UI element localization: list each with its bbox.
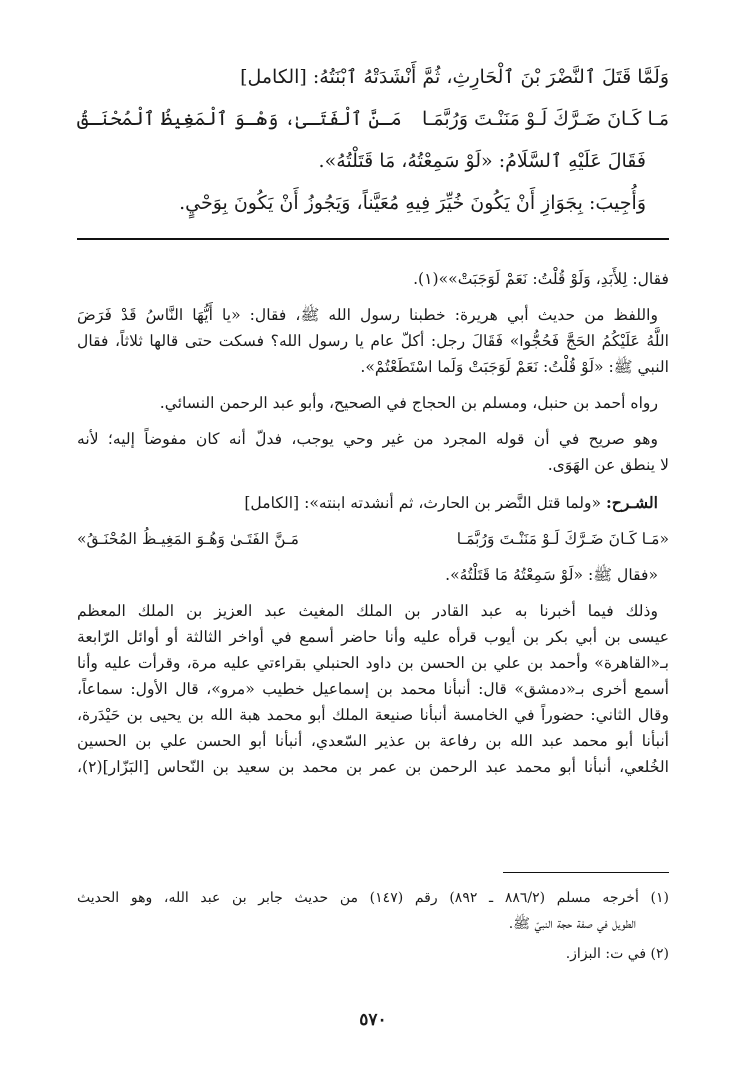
sharh-heading-line xyxy=(77,490,658,516)
commentary-para-7-line-7: الخُلعي، أنبأنا أبو محمد عبد الرحمن بن عمر بن محمد بن سعيد بن النّحاس [البَزّار](٢)، xyxy=(77,758,669,776)
matn-line-4: وَأُجِيبَ: بِجَوَازِ أَنْ يَكُونَ خُيِّرَ فِيهِ مُعَيَّناً، وَيَجُوزُ أَنْ يَكُونَ بِوَحْيٍ. xyxy=(179,192,646,214)
footnote-1-line-1: (١) أخرجه مسلم (٨٨٦/٢ ـ ٨٩٢) رقم (١٤٧) من حديث جابر بن عبد الله، وهو الحديث xyxy=(77,890,669,906)
matn-line-1: وَلَمَّا قَتَلَ ٱلنَّضْرَ بْنَ ٱلْحَارِثِ، ثُمَّ أَنْشَدَتْهُ ٱبْنَتُهُ: [الكامل] xyxy=(240,66,669,88)
matn-verse xyxy=(77,104,669,134)
verse2-first-hemistich: «مَـا كَـانَ ضَـرَّكَ لَـوْ مَنَنْـتَ وَرُبَّمَـا xyxy=(456,530,669,548)
commentary-para-2-line-2: اللَّهُ عَلَيْكُمُ الحَجَّ فَحُجُّوا» فَقَالَ رجل: أكلّ عام يا رسول الله؟ فسكت حتى قالها ثلاثاً، فقال xyxy=(77,332,669,350)
commentary-para-2-line-1: واللفظ من حديث أبي هريرة: خطبنا رسول الله ﷺ، فقال: «يا أَيُّهَا النَّاسُ قَدْ فَرَضَ xyxy=(77,306,658,324)
commentary-para-7-line-2: عيسى بن أبي بكر بن أيوب قرأه عليه وأنا حاضر أسمع في أواخر الثالثة أو أوائل الرّابعة xyxy=(77,628,669,646)
commentary-para-7-line-4: أسمع أخرى بـ«دمشق» قال: أنبأنا محمد بن إسماعيل خطيب «مرو»، قال الأول: سماعاً، xyxy=(77,680,669,698)
footnote-2: (٢) في ت: البزاز. xyxy=(565,946,669,962)
commentary-verse xyxy=(77,526,669,552)
commentary-para-3: رواه أحمد بن حنبل، ومسلم بن الحجاج في الصحيح، وأبو عبد الرحمن النسائي. xyxy=(159,394,658,412)
footnote-separator xyxy=(503,872,669,873)
matn-line-3: فَقَالَ عَلَيْهِ ٱلسَّلَامُ: «لَوْ سَمِعْتُهُ، مَا قَتَلْتُهُ». xyxy=(318,150,646,172)
commentary-para-6: «فقال ﷺ: «لَوْ سَمِعْتُهُ مَا قَتَلْتُهُ». xyxy=(445,566,658,584)
sharh-text: «ولما قتل النَّضر بن الحارث، ثم أنشدته ابنته»: [الكامل] xyxy=(244,494,606,512)
commentary-para-7-line-1: وذلك فيما أخبرنا به عبد القادر بن الملك المغيث عبد العزيز بن الملك المعظم xyxy=(77,602,658,620)
commentary-para-7-line-3: بـ«القاهرة» وأحمد بن علي بن الحسن بن داود الحنبلي بقراءتي عليه مرة، وقرأت عليه وأنا xyxy=(77,654,669,672)
verse-first-hemistich: مَـا كَـانَ ضَـرَّكَ لَـوْ مَنَنْـتَ وَرُبَّمَـا xyxy=(422,108,669,130)
page-number: ٥٧٠ xyxy=(359,1010,387,1030)
section-divider xyxy=(77,238,669,240)
commentary-para-7-line-5: وقال الثاني: حضوراً في الخامسة أنبأنا صنيعة الملك أبو محمد هبة الله بن يحيى بن حَيْدَرة، xyxy=(77,706,669,724)
footnote-1-line-2: الطويل في صفة حجة النبيّ ﷺ. xyxy=(508,916,636,932)
sharh-label: الشـرح: xyxy=(606,493,658,512)
commentary-para-1: فقال: لِلأَبَدِ، وَلَوْ قُلْتُ: نَعَمْ لَوَجَبَتْ»»(١). xyxy=(413,270,669,288)
commentary-para-4-line-1: وهو صريح في أن قوله المجرد من غير وحي يوجب، فدلّ أنه كان مفوضاً إليه؛ لأنه xyxy=(77,430,658,448)
commentary-para-2-line-3: النبي ﷺ: «لَوْ قُلْتُ: نَعَمْ لَوَجَبَتْ وَلَما اسْتَطَعْتُمْ». xyxy=(360,358,669,376)
commentary-para-7-line-6: أنبأنا أبو محمد عبد الله بن رفاعة بن عذير السّعدي، أنبأنا أبو الحسن علي بن الحسين xyxy=(77,732,669,750)
verse-second-hemistich: مَـنَّ ٱلْفَتَـىٰ، وَهْـوَ ٱلْمَغِيظُ ٱلْمُحْنَـقُ xyxy=(77,108,402,130)
verse2-second-hemistich: مَـنَّ الفَتَـىٰ وَهُـوَ المَغِيـظُ المُحْنَـقُ» xyxy=(77,530,299,548)
commentary-para-4-line-2: لا ينطق عن الهَوَى. xyxy=(547,456,669,474)
